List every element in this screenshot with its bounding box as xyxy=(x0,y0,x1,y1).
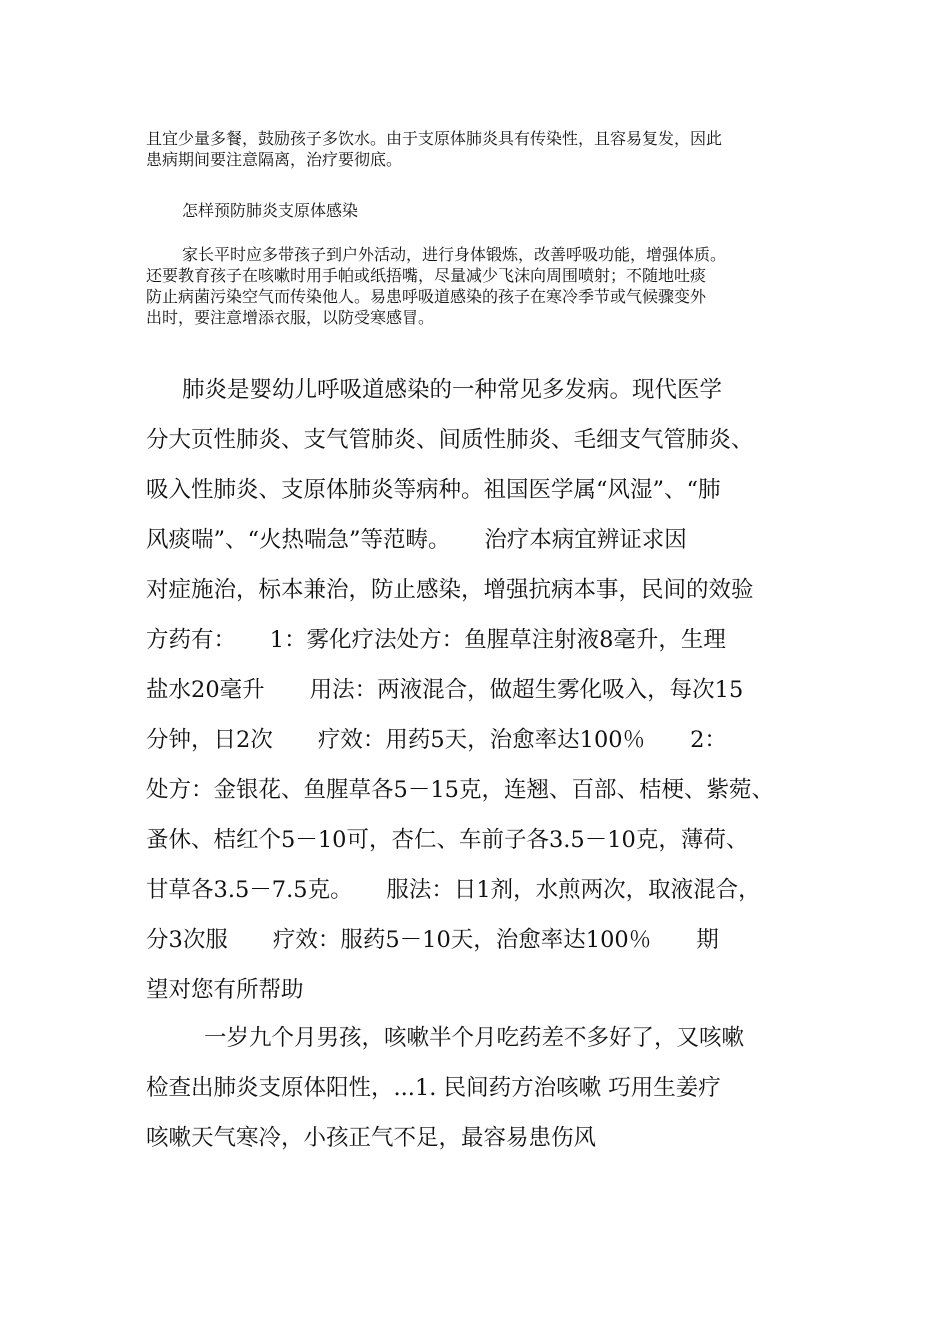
paragraph-prevention xyxy=(146,244,726,328)
text-line: 一岁九个月男孩，咳嗽半个月吃药差不多好了，又咳嗽 xyxy=(204,1025,745,1051)
text-line: 家长平时应多带孩子到户外活动，进行身体锻炼，改善呼吸功能，增强体质。 xyxy=(182,245,727,264)
text-line: 吸入性肺炎、支原体肺炎等病种。祖国医学属“风湿”、“肺 xyxy=(146,477,721,503)
paragraph-diet-isolation xyxy=(146,128,722,170)
text-line: 肺炎是婴幼儿呼吸道感染的一种常见多发病。现代医学 xyxy=(182,377,723,403)
text-line: 检查出肺炎支原体阳性，...1. 民间药方治咳嗽 巧用生姜疗 xyxy=(146,1075,721,1101)
text-line: 患病期间要注意隔离，治疗要彻底。 xyxy=(146,150,403,169)
paragraph-cough-case xyxy=(146,1013,836,1163)
text-line: 盐水20毫升 用法：两液混合，做超生雾化吸入，每次15 xyxy=(146,677,744,703)
text-line: 风痰喘”、“火热喘急”等范畴。 治疗本病宜辨证求因 xyxy=(146,527,687,553)
text-line: 咳嗽天气寒冷，小孩正气不足，最容易患伤风 xyxy=(146,1125,597,1151)
text-line: 对症施治，标本兼治，防止感染，增强抗病本事，民间的效验 xyxy=(146,577,754,603)
text-line: 且宜少量多餐，鼓励孩子多饮水。由于支原体肺炎具有传染性，且容易复发，因此 xyxy=(146,129,723,148)
text-line: 还要教育孩子在咳嗽时用手帕或纸捂嘴，尽量减少飞沫向周围喷射；不随地吐痰 xyxy=(146,266,707,285)
heading-text: 怎样预防肺炎支原体感染 xyxy=(182,201,359,220)
text-line: 防止病菌污染空气而传染他人。易患呼吸道感染的孩子在寒冷季节或气候骤变外 xyxy=(146,287,707,306)
text-line: 出时，要注意增添衣服，以防受寒感冒。 xyxy=(146,308,435,327)
text-line: 蚤休、桔红个5－10可，杏仁、车前子各3.5－10克，薄荷、 xyxy=(146,827,749,853)
text-line: 分大页性肺炎、支气管肺炎、间质性肺炎、毛细支气管肺炎、 xyxy=(146,427,754,453)
paragraph-pneumonia-remedies xyxy=(146,365,836,1015)
text-line: 处方：金银花、鱼腥草各5－15克，连翘、百部、桔梗、紫菀、 xyxy=(146,777,774,803)
text-line: 望对您有所帮助 xyxy=(146,977,304,1003)
text-line: 甘草各3.5－7.5克。 服法：日1剂，水煎两次，取液混合， xyxy=(146,877,761,903)
text-line: 方药有： 1：雾化疗法处方：鱼腥草注射液8毫升，生理 xyxy=(146,627,726,653)
text-line: 分3次服 疗效：服药5－10天，治愈率达100％ 期 xyxy=(146,927,719,953)
text-line: 分钟，日2次 疗效：用药5天，治愈率达100％ 2： xyxy=(146,727,727,753)
section-heading xyxy=(182,200,358,221)
